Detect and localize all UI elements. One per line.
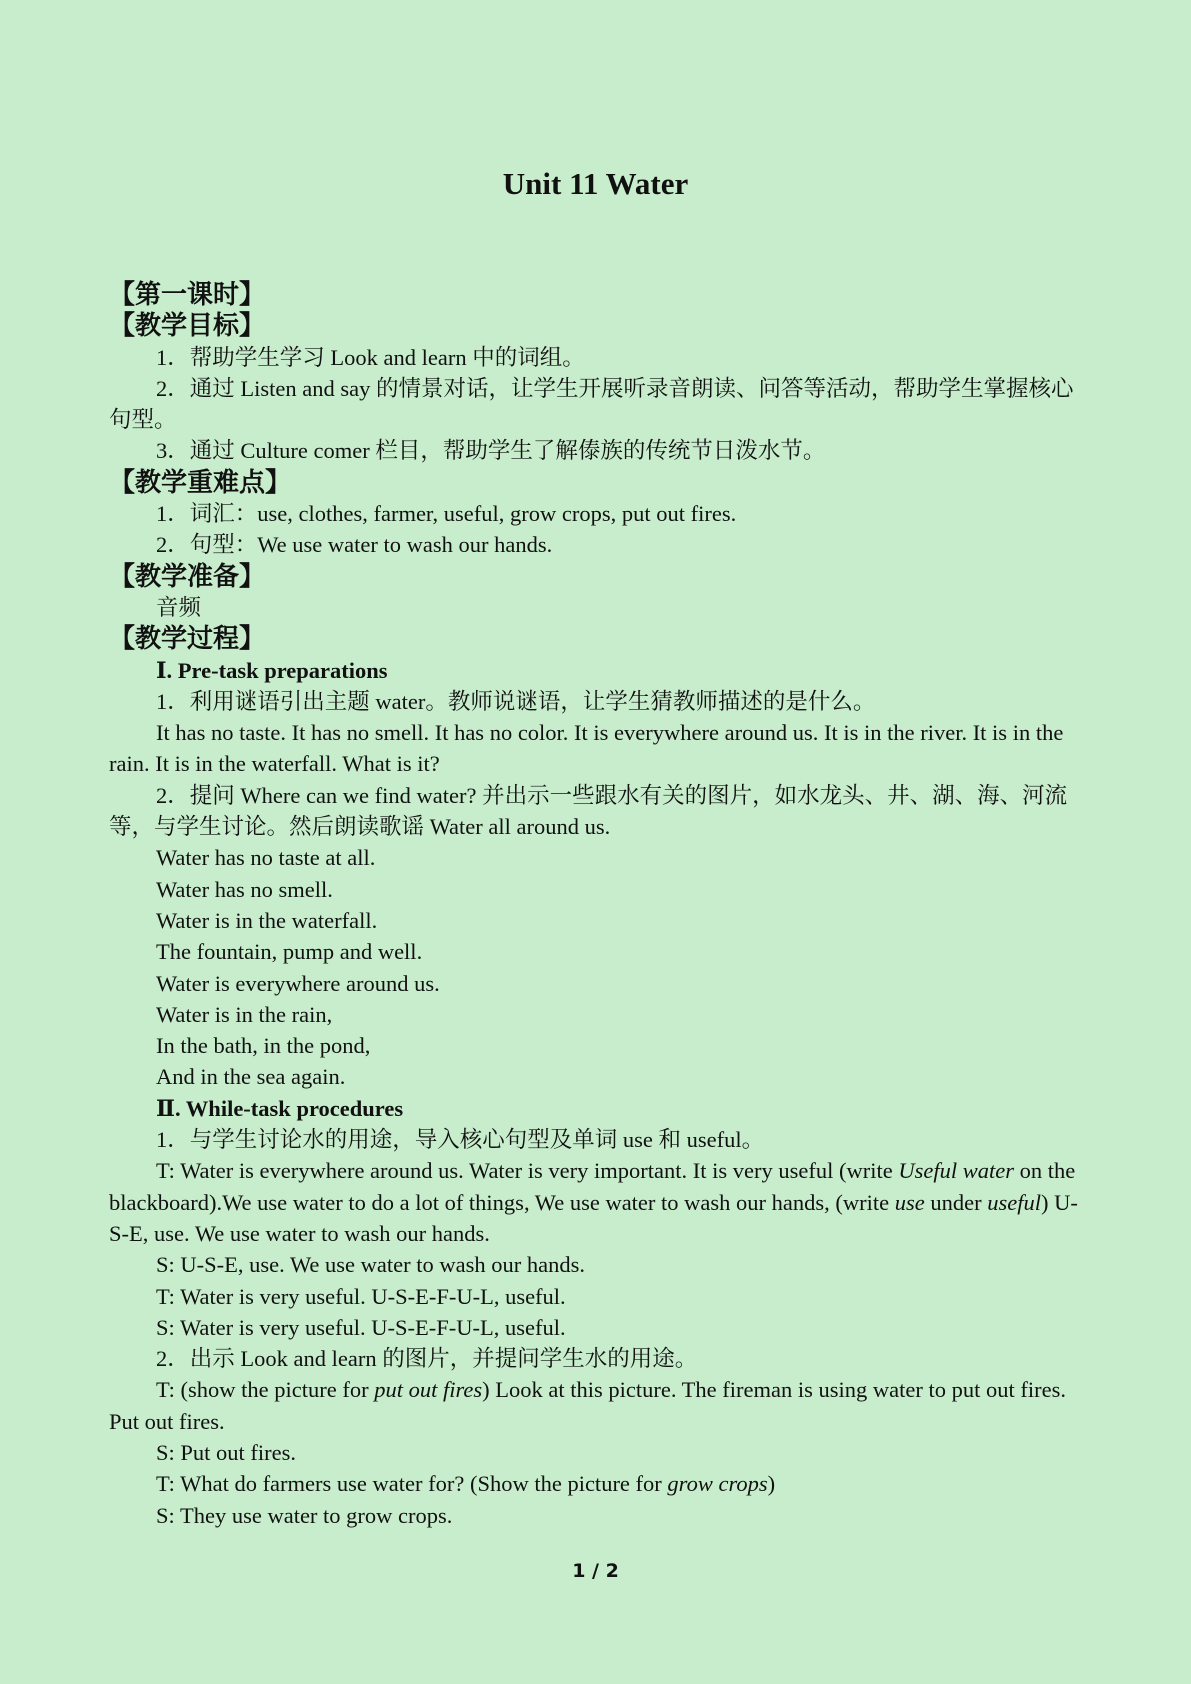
process-paragraph: 2．提问 Where can we find water? 并出示一些跟水有关的图片，如水龙头、井、湖、海、河流等，与学生讨论。然后朗读歌谣 Water all around us. [109, 782, 1068, 840]
heading-goals: 【教学目标】 [109, 311, 266, 341]
process-paragraph: 2．出示 Look and learn 的图片，并提问学生水的用途。 [156, 1346, 698, 1372]
text-run: ) Look at this picture. The fireman is using water to put out fires. Put out fires. [109, 1377, 1066, 1434]
text-run: on the blackboard).We use water to do a lot of things, We use water to wash our hands, (write [109, 1158, 1076, 1215]
poem-line: Water is in the waterfall. [156, 907, 378, 933]
dialog-line: S: Put out fires. [156, 1439, 297, 1465]
section-title-while-task: Ⅱ. While-task procedures [156, 1095, 404, 1121]
text-run: T: (show the picture for [156, 1377, 375, 1403]
italic-run: grow crops [667, 1471, 768, 1497]
section-title-pre-task: Ⅰ. Pre-task preparations [156, 657, 388, 683]
poem-line: Water has no smell. [156, 876, 333, 902]
poem-line: The fountain, pump and well. [156, 939, 423, 965]
text-run: T: Water is everywhere around us. Water is very important. It is very useful (write [156, 1158, 899, 1184]
dialog-line: S: Water is very useful. U-S-E-F-U-L, useful. [156, 1314, 566, 1340]
poem-line: Water is everywhere around us. [156, 970, 440, 996]
poem-line: Water has no taste at all. [156, 845, 376, 871]
poem-line: Water is in the rain, [156, 1001, 333, 1027]
italic-run: put out fires [374, 1377, 483, 1403]
poem-line: And in the sea again. [156, 1064, 346, 1090]
italic-run: Useful water [898, 1158, 1014, 1184]
goal-item: 2．通过 Listen and say 的情景对话，让学生开展听录音朗读、问答等活动，帮助学生掌握核心句型。 [109, 375, 1074, 433]
process-paragraph: 1．利用谜语引出主题 water。教师说谜语，让学生猜教师描述的是什么。 [156, 688, 876, 714]
italic-run: use [894, 1189, 925, 1215]
dialog-line: S: U-S-E, use. We use water to wash our hands. [156, 1252, 585, 1278]
prep-item: 音频 [156, 594, 202, 620]
keypoint-item: 1．词汇：use, clothes, farmer, useful, grow crops, put out fires. [156, 501, 737, 527]
document-body [109, 279, 1085, 1531]
heading-lesson: 【第一课时】 [109, 280, 266, 309]
dialog-teacher-paragraph [109, 1374, 1085, 1437]
text-run: T: What do farmers use water for? (Show the picture for [156, 1471, 668, 1497]
goal-item: 3．通过 Culture comer 栏目，帮助学生了解傣族的传统节日泼水节。 [156, 438, 826, 464]
goal-item: 1．帮助学生学习 Look and learn 中的词组。 [156, 344, 585, 370]
text-run: ) [767, 1471, 776, 1497]
text-run: ) U-S-E, use. We use water to wash our hands. [109, 1189, 1078, 1246]
heading-process: 【教学过程】 [109, 624, 266, 654]
dialog-line: S: They use water to grow crops. [156, 1502, 453, 1528]
heading-prep: 【教学准备】 [109, 561, 266, 591]
dialog-teacher-paragraph [109, 1468, 1085, 1499]
riddle-paragraph: It has no taste. It has no smell. It has no color. It is everywhere around us. It is in the river. It is in the rain. It is in the waterfall. What is it? [109, 720, 1064, 777]
heading-keypoints: 【教学重难点】 [109, 467, 292, 497]
process-paragraph: 1．与学生讨论水的用途，导入核心句型及单词 use 和 useful。 [156, 1127, 765, 1153]
text-run: under [924, 1189, 988, 1215]
dialog-teacher-paragraph [109, 1155, 1085, 1249]
dialog-line: T: Water is very useful. U-S-E-F-U-L, useful. [156, 1283, 566, 1309]
poem-line: In the bath, in the pond, [156, 1033, 371, 1059]
page-number: 1 / 2 [572, 1560, 619, 1582]
keypoint-item: 2．句型：We use water to wash our hands. [156, 532, 553, 558]
italic-run: useful [987, 1189, 1041, 1215]
page-title: Unit 11 Water [502, 166, 689, 201]
